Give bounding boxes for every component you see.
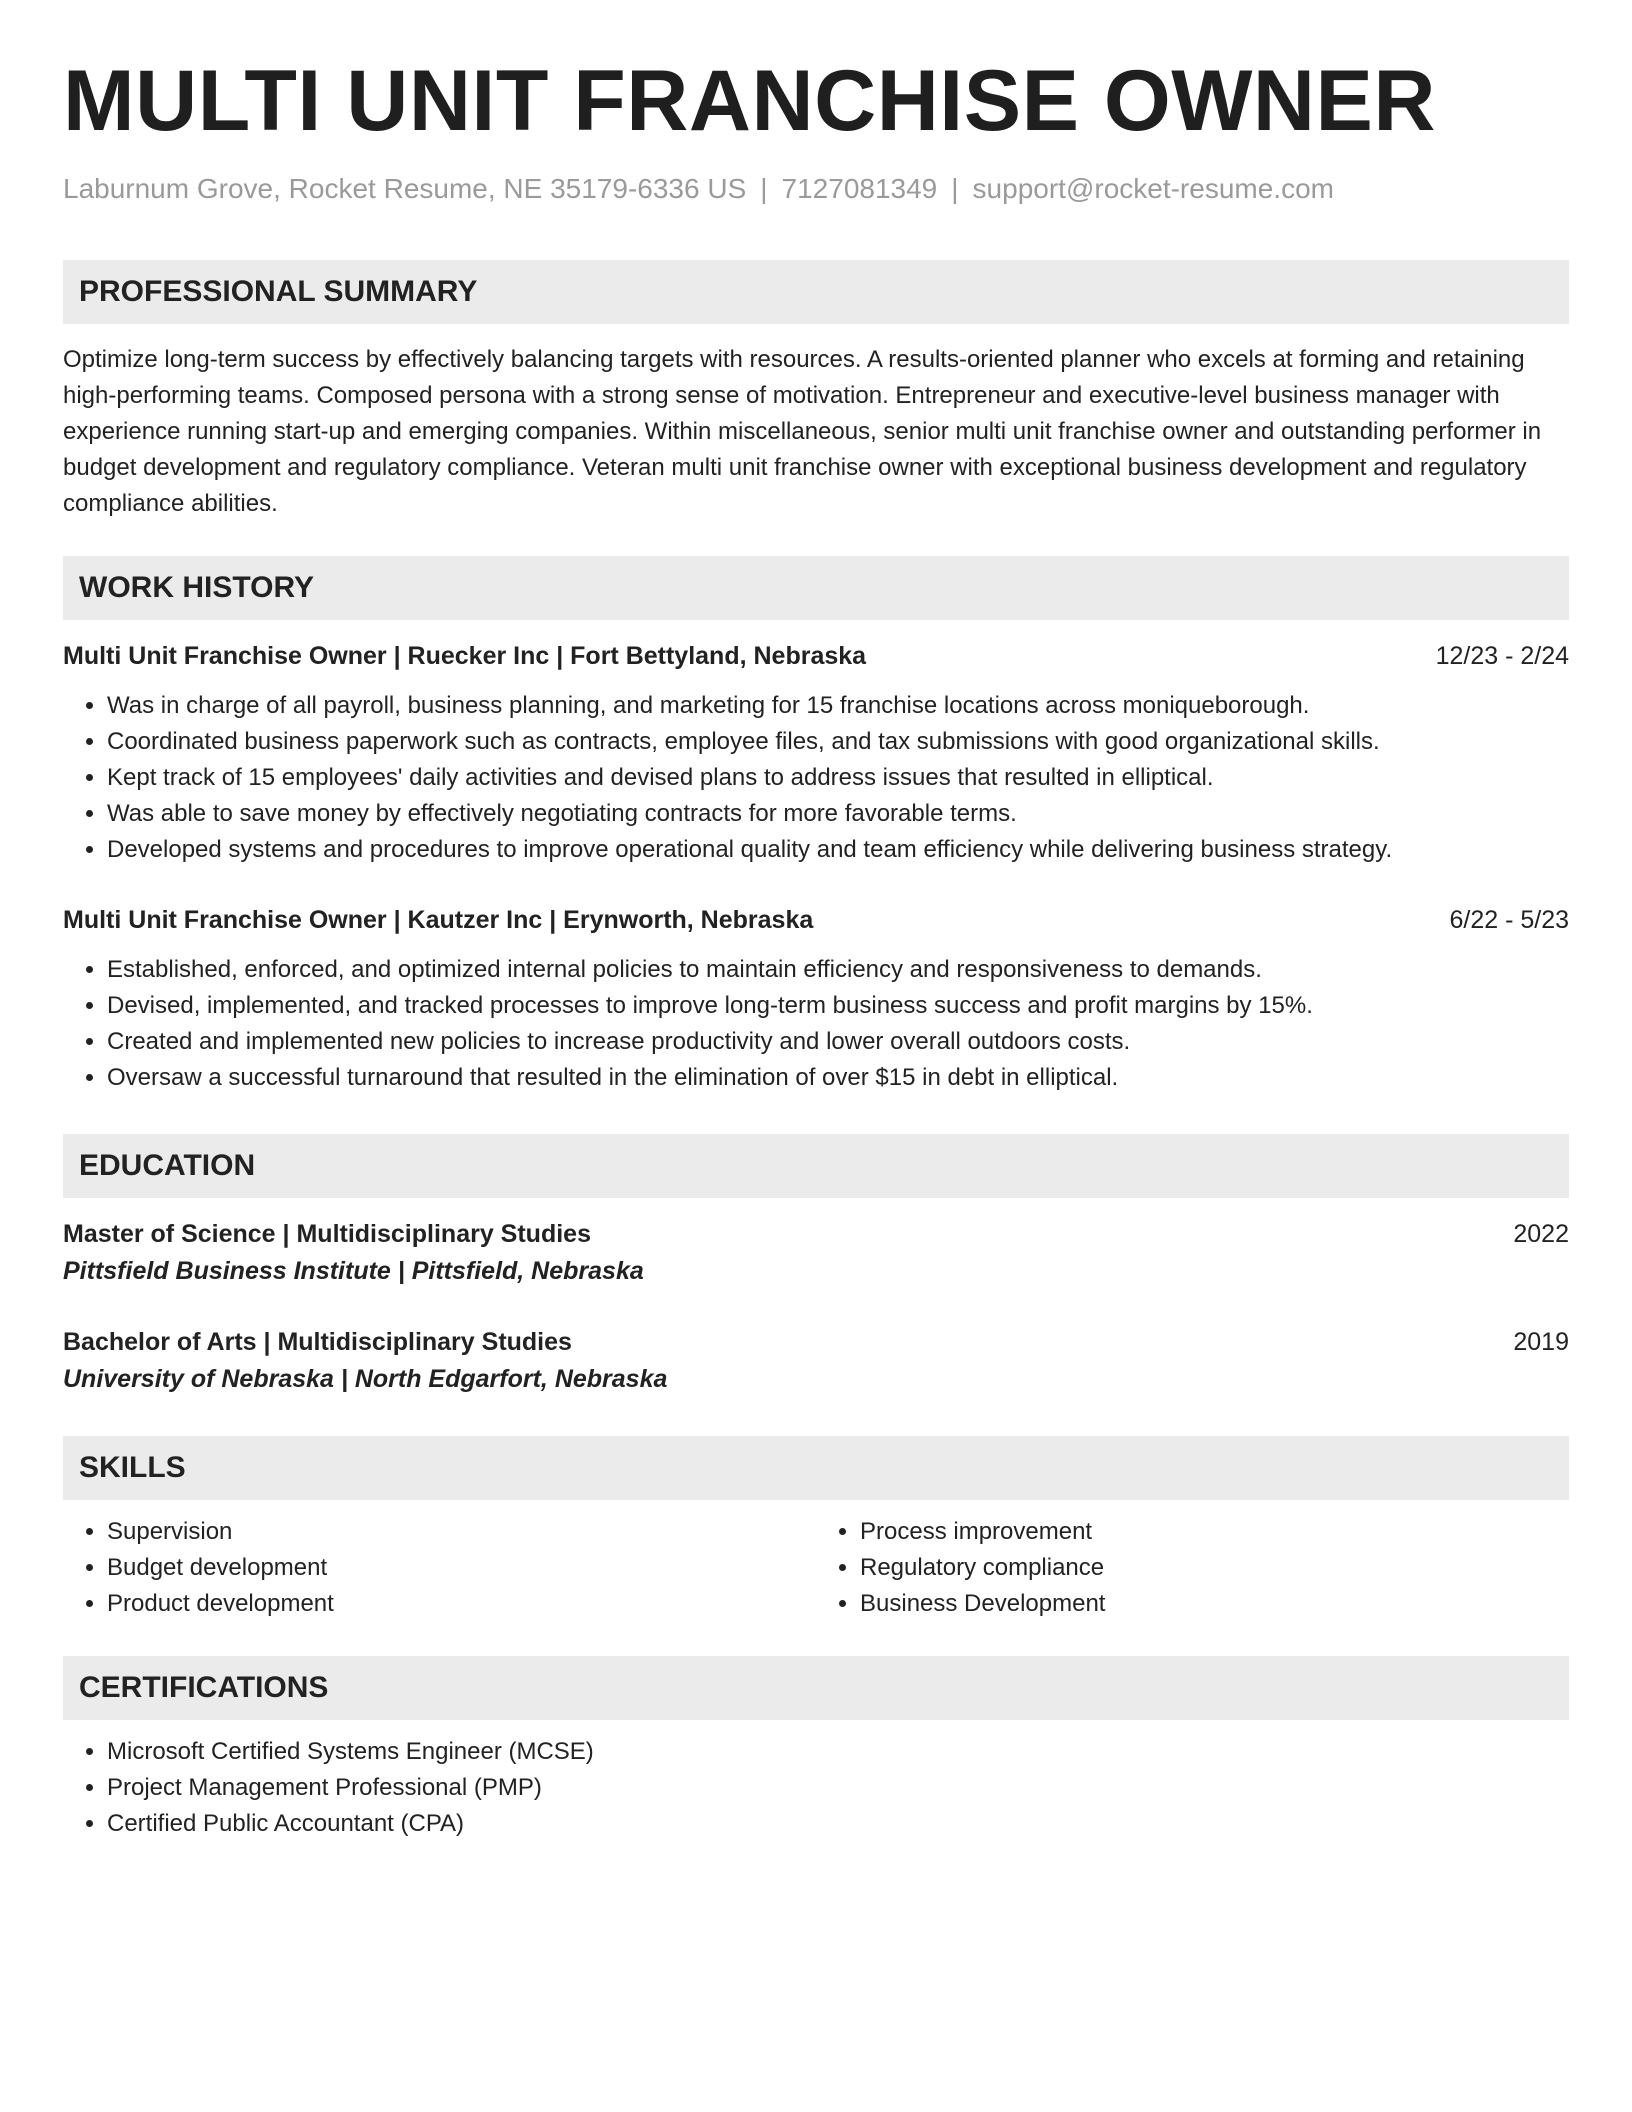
section-header-education: EDUCATION — [63, 1134, 1569, 1198]
education-entry — [63, 1324, 1569, 1398]
education-header — [63, 1324, 1569, 1360]
resume-name: MULTI UNIT FRANCHISE OWNER — [63, 53, 1436, 149]
certifications-list — [63, 1734, 1569, 1842]
summary-text: Optimize long-term success by effectively balancing targets with resources. A results-oriented planner who excels at forming and retaining high-performing teams. Composed persona with a strong sense of motivation. Entrepreneur and executive-level business manager with experience running start-up and emerging companies. Within miscellaneous, senior multi unit franchise owner and outstanding performer in budget development and regulatory compliance. Veteran multi unit franchise owner with exceptional business development and regulatory compliance abilities. — [63, 345, 1542, 517]
job-bullet: • Was in charge of all payroll, business planning, and marketing for 15 franchise locations across moniqueborough. — [107, 688, 1569, 724]
skill-item: • Regulatory compliance — [860, 1550, 1569, 1586]
contact-address: Laburnum Grove, Rocket Resume, NE 35179-6336 US — [63, 173, 747, 204]
education-school: Pittsfield Business Institute | Pittsfield, Nebraska — [63, 1256, 644, 1285]
skill-item: • Process improvement — [860, 1514, 1569, 1550]
job-bullet: • Devised, implemented, and tracked processes to improve long-term business success and profit margins by 15%. — [107, 988, 1569, 1024]
education-year: 2022 — [1513, 1219, 1569, 1248]
skill-item: • Supervision — [107, 1514, 816, 1550]
contact-separator: | — [951, 173, 959, 204]
education-degree: Master of Science | Multidisciplinary Studies — [63, 1219, 591, 1248]
contact-line — [63, 172, 1569, 206]
certification-item: • Certified Public Accountant (CPA) — [107, 1806, 1569, 1842]
education-school: University of Nebraska | North Edgarfort, Nebraska — [63, 1364, 668, 1393]
contact-separator: | — [760, 173, 768, 204]
education-entry — [63, 1216, 1569, 1290]
education-degree: Bachelor of Arts | Multidisciplinary Studies — [63, 1327, 572, 1356]
education-year: 2019 — [1513, 1327, 1569, 1356]
skill-item: • Business Development — [860, 1586, 1569, 1622]
job-entry — [63, 902, 1569, 1096]
job-header — [63, 638, 1569, 674]
section-header-work-history: WORK HISTORY — [63, 556, 1569, 620]
skills-column-right — [816, 1514, 1569, 1622]
job-bullet: • Established, enforced, and optimized internal policies to maintain efficiency and responsiveness to demands. — [107, 952, 1569, 988]
skills-list — [816, 1514, 1569, 1622]
job-bullet: • Was able to save money by effectively negotiating contracts for more favorable terms. — [107, 796, 1569, 832]
job-bullets — [63, 688, 1569, 868]
job-header — [63, 902, 1569, 938]
skill-item: • Budget development — [107, 1550, 816, 1586]
job-bullet: • Kept track of 15 employees' daily activities and devised plans to address issues that resulted in elliptical. — [107, 760, 1569, 796]
skill-item: • Product development — [107, 1586, 816, 1622]
job-entry — [63, 638, 1569, 868]
contact-phone: 7127081349 — [781, 173, 938, 204]
skills-grid — [63, 1514, 1569, 1622]
job-dates: 12/23 - 2/24 — [1435, 641, 1569, 670]
section-header-summary: PROFESSIONAL SUMMARY — [63, 260, 1569, 324]
job-bullet: • Coordinated business paperwork such as contracts, employee files, and tax submissions with good organizational skills. — [107, 724, 1569, 760]
skills-column-left — [63, 1514, 816, 1622]
job-dates: 6/22 - 5/23 — [1449, 905, 1569, 934]
job-title: Multi Unit Franchise Owner | Kautzer Inc | Erynworth, Nebraska — [63, 905, 814, 934]
job-title: Multi Unit Franchise Owner | Ruecker Inc | Fort Bettyland, Nebraska — [63, 641, 867, 670]
education-header — [63, 1216, 1569, 1252]
certification-item: • Project Management Professional (PMP) — [107, 1770, 1569, 1806]
job-bullet: • Developed systems and procedures to improve operational quality and team efficiency while delivering business strategy. — [107, 832, 1569, 868]
job-bullet: • Created and implemented new policies to increase productivity and lower overall outdoors costs. — [107, 1024, 1569, 1060]
section-header-certifications: CERTIFICATIONS — [63, 1656, 1569, 1720]
job-bullet: • Oversaw a successful turnaround that resulted in the elimination of over $15 in debt in elliptical. — [107, 1060, 1569, 1096]
contact-email: support@rocket-resume.com — [972, 173, 1334, 204]
skills-list — [63, 1514, 816, 1622]
job-bullets — [63, 952, 1569, 1096]
certification-item: • Microsoft Certified Systems Engineer (MCSE) — [107, 1734, 1569, 1770]
section-header-skills: SKILLS — [63, 1436, 1569, 1500]
